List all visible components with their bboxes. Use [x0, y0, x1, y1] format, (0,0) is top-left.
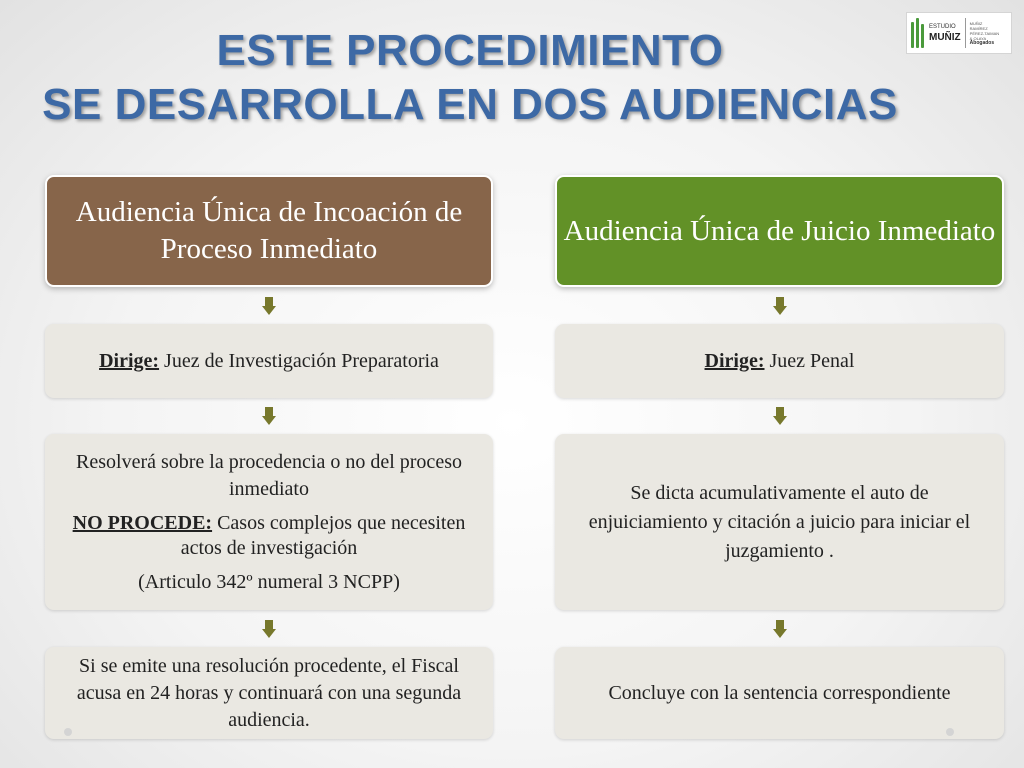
slide-title: [0, 24, 940, 132]
firm-logo: [906, 12, 1012, 54]
right-dicta-text: Se dicta acumulativamente el auto de enjuiciamiento y citación a juicio para iniciar el juzgamiento .: [588, 481, 971, 562]
left-final-text: Si se emite una resolución procedente, el Fiscal acusa en 24 horas y continuará con una segunda audiencia.: [76, 654, 462, 731]
right-dicta-box: [555, 434, 1004, 610]
left-dirige-box: [45, 324, 493, 398]
down-arrow-icon: [773, 297, 787, 315]
left-dirige-value: Juez de Investigación Preparatoria: [159, 349, 439, 372]
down-arrow-icon: [773, 407, 787, 425]
logo-mark-icon: [911, 18, 925, 48]
right-dirige-box: [555, 324, 1004, 398]
down-arrow-icon: [773, 620, 787, 638]
left-header-box: [45, 175, 493, 287]
logo-name: ESTUDIO MUÑIZ: [929, 24, 961, 43]
articulo-text: (Articulo 342º numeral 3 NCPP): [138, 570, 400, 593]
down-arrow-icon: [262, 297, 276, 315]
slide-title-line-1: ESTE PROCEDIMIENTO: [216, 26, 724, 75]
decorative-dot: [946, 728, 954, 736]
right-final-text: Concluye con la sentencia correspondiente: [608, 681, 951, 704]
left-header-text: Audiencia Única de Incoación de Proceso Inmediato: [75, 196, 463, 265]
logo-divider: [965, 18, 966, 48]
left-final-box: [45, 647, 493, 739]
right-dirige-label: Dirige:: [704, 349, 765, 372]
right-header-text: Audiencia Única de Juicio Inmediato: [563, 214, 996, 247]
no-procede-label: NO PROCEDE:: [72, 511, 213, 534]
left-resolvera-text: Resolverá sobre la procedencia o no del proceso inmediato: [76, 450, 462, 500]
left-dirige-label: Dirige:: [99, 349, 160, 372]
right-header-box: [555, 175, 1004, 287]
right-final-box: [555, 647, 1004, 739]
right-dirige-value: Juez Penal: [764, 349, 855, 372]
decorative-dot: [64, 728, 72, 736]
down-arrow-icon: [262, 407, 276, 425]
no-procede-text: Casos complejos que necesiten actos de investigación: [180, 511, 466, 559]
down-arrow-icon: [262, 620, 276, 638]
left-resolution-box: [45, 434, 493, 610]
slide-title-line-2: SE DESARROLLA EN DOS AUDIENCIAS: [42, 80, 898, 129]
logo-partners: MUÑIZ RAMÍREZ PÉREZ-TAIMAN & OLAYA Abogados: [969, 20, 1000, 46]
